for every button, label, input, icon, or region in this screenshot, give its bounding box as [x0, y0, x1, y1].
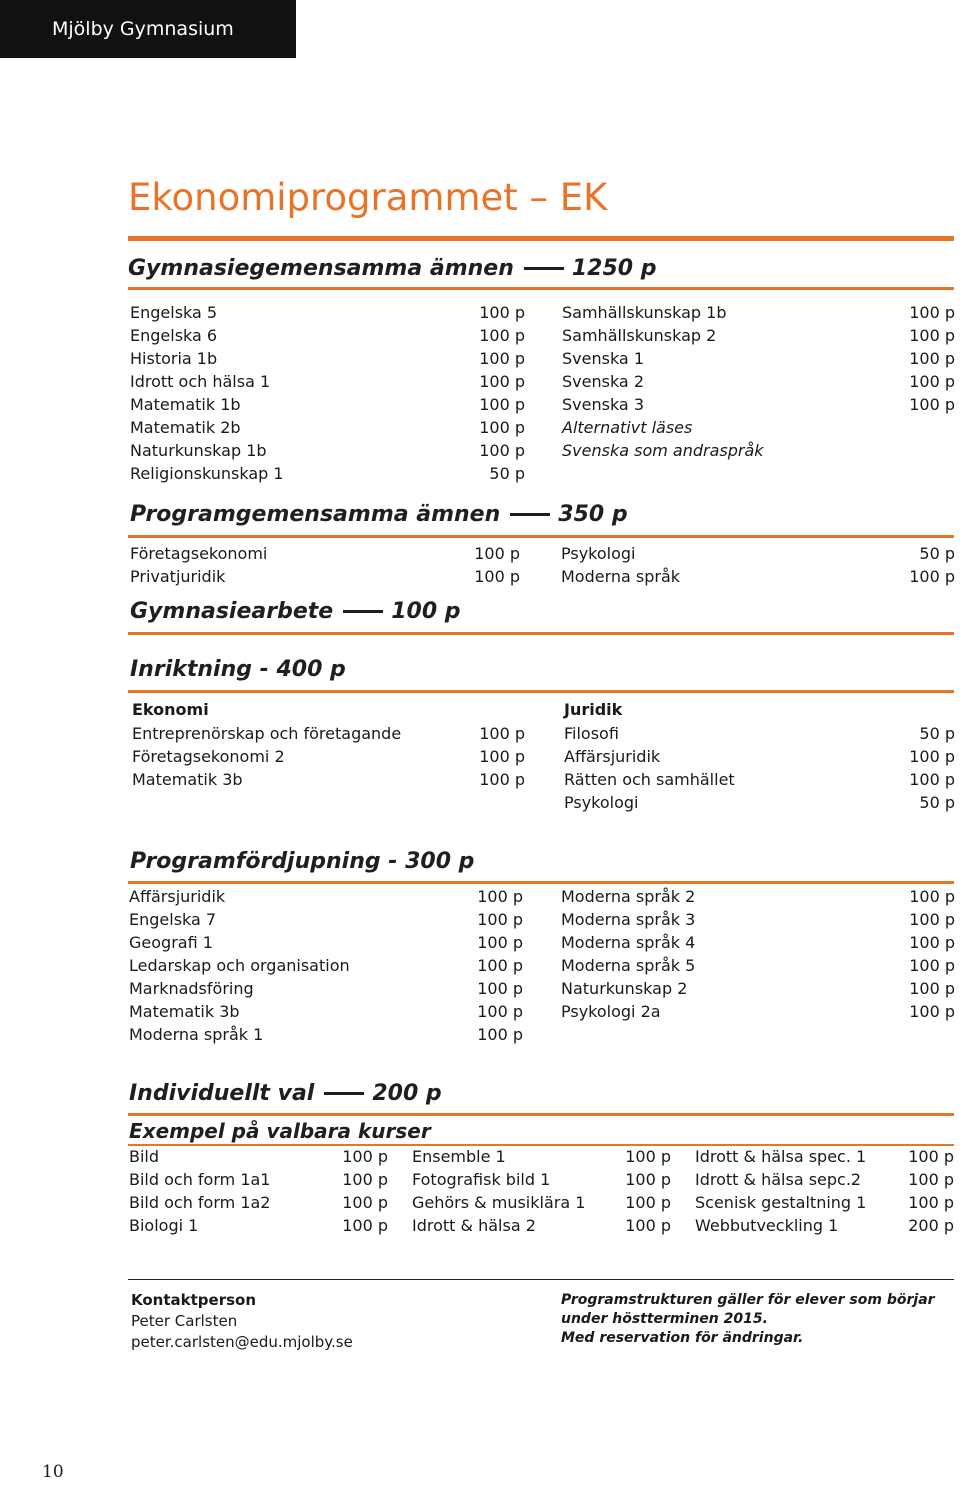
course-name: Moderna språk 3: [561, 910, 696, 929]
individuellt-heading: [129, 1081, 442, 1106]
course-points: 200 p: [908, 1216, 954, 1235]
course-name: Matematik 3b: [132, 770, 243, 789]
course-points: 50 p: [919, 544, 955, 563]
course-name: Svenska 2: [562, 372, 644, 391]
course-row: [562, 370, 955, 393]
course-name: Bild: [129, 1147, 160, 1166]
course-points: 100 p: [479, 747, 525, 766]
contact-block: [131, 1290, 353, 1353]
course-name: Engelska 7: [129, 910, 217, 929]
school-name: Mjölby Gymnasium: [52, 18, 234, 40]
course-row: [132, 768, 525, 791]
note-line-1: Programstrukturen gäller för elever som börjar: [561, 1292, 935, 1308]
course-name: Idrott och hälsa 1: [130, 372, 271, 391]
individuellt-col1-list: [129, 1145, 388, 1237]
course-name: Entreprenörskap och företagande: [132, 724, 402, 743]
course-row: [564, 768, 955, 791]
contact-label: Kontaktperson: [131, 1291, 257, 1309]
course-points: 100 p: [909, 395, 955, 414]
course-points: 100 p: [909, 910, 955, 929]
course-points: 100 p: [908, 1170, 954, 1189]
course-points: 100 p: [479, 395, 525, 414]
course-name: Företagsekonomi: [130, 544, 268, 563]
page-title: Ekonomiprogrammet – EK: [128, 176, 608, 219]
course-name: Svenska 1: [562, 349, 644, 368]
course-name: Moderna språk 5: [561, 956, 696, 975]
course-name: Moderna språk 4: [561, 933, 696, 952]
course-points: 100 p: [477, 1002, 523, 1021]
heading-dash: [324, 1092, 364, 1095]
gym-gemensamma-heading-text: Gymnasiegemensamma ämnen: [128, 256, 514, 281]
course-points: 100 p: [479, 418, 525, 437]
course-points: 50 p: [919, 793, 955, 812]
course-row: [129, 1023, 523, 1046]
course-row: [129, 954, 523, 977]
course-name: Engelska 6: [130, 326, 218, 345]
inriktning-heading: Inriktning - 400 p: [130, 657, 346, 682]
course-name: Gehörs & musiklära 1: [412, 1193, 586, 1212]
course-name: Psykologi 2a: [561, 1002, 661, 1021]
fordjupning-heading: Programfördjupning - 300 p: [130, 849, 475, 874]
course-name: Ledarskap och organisation: [129, 956, 350, 975]
course-points: 100 p: [474, 567, 520, 586]
course-points: 100 p: [479, 441, 525, 460]
course-name: Idrott & hälsa sepc.2: [695, 1170, 862, 1189]
individuellt-col2-list: [412, 1145, 671, 1237]
course-points: 100 p: [909, 326, 955, 345]
gym-gemensamma-left-list: [130, 301, 525, 485]
course-row: [130, 416, 525, 439]
page-number: 10: [42, 1462, 64, 1482]
course-points: 50 p: [489, 464, 525, 483]
course-name: Affärsjuridik: [129, 887, 226, 906]
course-row: [130, 370, 525, 393]
course-points: 100 p: [909, 303, 955, 322]
course-points: 100 p: [479, 349, 525, 368]
program-note: [561, 1291, 935, 1348]
course-row: [132, 722, 525, 745]
course-row: [129, 1191, 388, 1214]
course-row: [561, 565, 955, 588]
course-row: [562, 324, 955, 347]
course-row: [562, 347, 955, 370]
course-row: [129, 1214, 388, 1237]
course-points: 100 p: [625, 1193, 671, 1212]
course-name: Psykologi: [561, 544, 636, 563]
gym-gemensamma-heading: [128, 256, 657, 281]
course-row: [562, 393, 955, 416]
course-points: 50 p: [919, 724, 955, 743]
course-points: 100 p: [909, 1002, 955, 1021]
course-name: Företagsekonomi 2: [132, 747, 285, 766]
course-points: 100 p: [479, 770, 525, 789]
course-row: [561, 885, 955, 908]
note-line-2: under höstterminen 2015.: [561, 1311, 768, 1327]
course-row: [695, 1145, 954, 1168]
course-row: [562, 416, 955, 439]
course-row: [561, 977, 955, 1000]
course-points: 100 p: [625, 1170, 671, 1189]
course-name: Fotografisk bild 1: [412, 1170, 551, 1189]
section-rule: [128, 287, 954, 290]
course-row: [129, 931, 523, 954]
course-points: 100 p: [342, 1193, 388, 1212]
course-row: [129, 977, 523, 1000]
course-name: Matematik 2b: [130, 418, 241, 437]
course-name: Samhällskunskap 2: [562, 326, 717, 345]
course-points: 100 p: [909, 933, 955, 952]
course-name: Historia 1b: [130, 349, 218, 368]
course-row: [130, 462, 525, 485]
course-row: [561, 954, 955, 977]
course-row: [132, 745, 525, 768]
course-name: Idrott & hälsa spec. 1: [695, 1147, 867, 1166]
gymnasiearbete-heading-points: 100 p: [391, 599, 461, 624]
course-points: 100 p: [479, 303, 525, 322]
course-row: [130, 542, 520, 565]
course-points: 100 p: [479, 372, 525, 391]
prog-gemensamma-heading-points: 350 p: [558, 502, 628, 527]
course-points: 100 p: [477, 956, 523, 975]
course-row: [129, 1000, 523, 1023]
course-name: Filosofi: [564, 724, 619, 743]
gym-gemensamma-heading-points: 1250 p: [571, 256, 657, 281]
course-points: 100 p: [908, 1147, 954, 1166]
contact-name: Peter Carlsten: [131, 1312, 238, 1330]
course-points: 100 p: [625, 1147, 671, 1166]
section-rule: [128, 632, 954, 635]
course-points: 100 p: [477, 979, 523, 998]
course-points: 100 p: [909, 979, 955, 998]
course-points: 100 p: [477, 910, 523, 929]
section-rule: [128, 690, 954, 693]
section-rule: [128, 535, 954, 538]
course-row: [561, 908, 955, 931]
school-name-tab: [0, 0, 296, 58]
course-name: Matematik 3b: [129, 1002, 240, 1021]
juridik-list: [564, 722, 955, 814]
course-name: Moderna språk 2: [561, 887, 696, 906]
course-row: [564, 745, 955, 768]
course-name: Religionskunskap 1: [130, 464, 284, 483]
course-name: Naturkunskap 2: [561, 979, 688, 998]
course-name: Alternativt läses: [562, 418, 693, 437]
course-row: [564, 722, 955, 745]
course-row: [129, 1168, 388, 1191]
prog-gemensamma-heading-text: Programgemensamma ämnen: [130, 502, 501, 527]
course-name: Svenska som andraspråk: [562, 441, 764, 460]
course-points: 100 p: [625, 1216, 671, 1235]
gymnasiearbete-heading: [130, 599, 461, 624]
individuellt-heading-text: Individuellt val: [129, 1081, 315, 1106]
ekonomi-subheading: Ekonomi: [132, 700, 209, 719]
heading-dash: [343, 610, 383, 613]
section-rule: [128, 1113, 954, 1116]
course-name: Rätten och samhället: [564, 770, 735, 789]
course-row: [562, 439, 955, 462]
course-points: 100 p: [909, 956, 955, 975]
course-name: Matematik 1b: [130, 395, 241, 414]
course-row: [695, 1214, 954, 1237]
course-name: Engelska 5: [130, 303, 218, 322]
course-points: 100 p: [909, 567, 955, 586]
course-row: [695, 1168, 954, 1191]
course-points: 100 p: [477, 933, 523, 952]
course-name: Moderna språk: [561, 567, 681, 586]
course-name: Webbutveckling 1: [695, 1216, 839, 1235]
course-row: [695, 1191, 954, 1214]
course-name: Naturkunskap 1b: [130, 441, 267, 460]
course-name: Bild och form 1a1: [129, 1170, 271, 1189]
prog-gemensamma-right-list: [561, 542, 955, 588]
course-name: Affärsjuridik: [564, 747, 661, 766]
gym-gemensamma-right-list: [562, 301, 955, 462]
course-name: Idrott & hälsa 2: [412, 1216, 536, 1235]
fordjupning-left-list: [129, 885, 523, 1046]
footer-rule: [128, 1279, 954, 1280]
course-points: 100 p: [477, 887, 523, 906]
course-row: [130, 301, 525, 324]
course-name: Scenisk gestaltning 1: [695, 1193, 867, 1212]
ekonomi-list: [132, 722, 525, 791]
course-row: [412, 1168, 671, 1191]
course-row: [130, 324, 525, 347]
course-name: Moderna språk 1: [129, 1025, 264, 1044]
course-points: 100 p: [909, 372, 955, 391]
fordjupning-right-list: [561, 885, 955, 1023]
course-points: 100 p: [342, 1147, 388, 1166]
course-points: 100 p: [909, 747, 955, 766]
course-points: 100 p: [479, 326, 525, 345]
prog-gemensamma-heading: [130, 502, 628, 527]
course-row: [130, 347, 525, 370]
course-points: 100 p: [474, 544, 520, 563]
course-points: 100 p: [908, 1193, 954, 1212]
contact-email[interactable]: peter.carlsten@edu.mjolby.se: [131, 1333, 353, 1351]
course-points: 100 p: [909, 887, 955, 906]
course-name: Ensemble 1: [412, 1147, 506, 1166]
course-name: Biologi 1: [129, 1216, 199, 1235]
course-name: Geografi 1: [129, 933, 213, 952]
course-name: Svenska 3: [562, 395, 644, 414]
heading-dash: [510, 513, 550, 516]
course-name: Privatjuridik: [130, 567, 226, 586]
title-rule: [128, 236, 954, 241]
individuellt-subheading: Exempel på valbara kurser: [129, 1119, 431, 1143]
course-name: Samhällskunskap 1b: [562, 303, 727, 322]
gymnasiearbete-heading-text: Gymnasiearbete: [130, 599, 334, 624]
section-rule: [128, 881, 954, 884]
course-points: 100 p: [909, 770, 955, 789]
note-line-3: Med reservation för ändringar.: [561, 1330, 804, 1346]
individuellt-heading-points: 200 p: [372, 1081, 442, 1106]
course-row: [562, 301, 955, 324]
course-row: [129, 908, 523, 931]
course-row: [130, 393, 525, 416]
course-points: 100 p: [477, 1025, 523, 1044]
course-row: [412, 1214, 671, 1237]
heading-dash: [524, 267, 564, 270]
individuellt-col3-list: [695, 1145, 954, 1237]
course-points: 100 p: [909, 349, 955, 368]
course-row: [412, 1191, 671, 1214]
course-row: [561, 931, 955, 954]
course-points: 100 p: [342, 1216, 388, 1235]
course-name: Psykologi: [564, 793, 639, 812]
course-row: [129, 885, 523, 908]
course-row: [564, 791, 955, 814]
prog-gemensamma-left-list: [130, 542, 520, 588]
course-row: [129, 1145, 388, 1168]
course-points: 100 p: [479, 724, 525, 743]
course-name: Bild och form 1a2: [129, 1193, 271, 1212]
course-name: Marknadsföring: [129, 979, 254, 998]
juridik-subheading: Juridik: [564, 700, 623, 719]
course-points: 100 p: [342, 1170, 388, 1189]
course-row: [130, 439, 525, 462]
course-row: [561, 542, 955, 565]
course-row: [130, 565, 520, 588]
course-row: [561, 1000, 955, 1023]
course-row: [412, 1145, 671, 1168]
